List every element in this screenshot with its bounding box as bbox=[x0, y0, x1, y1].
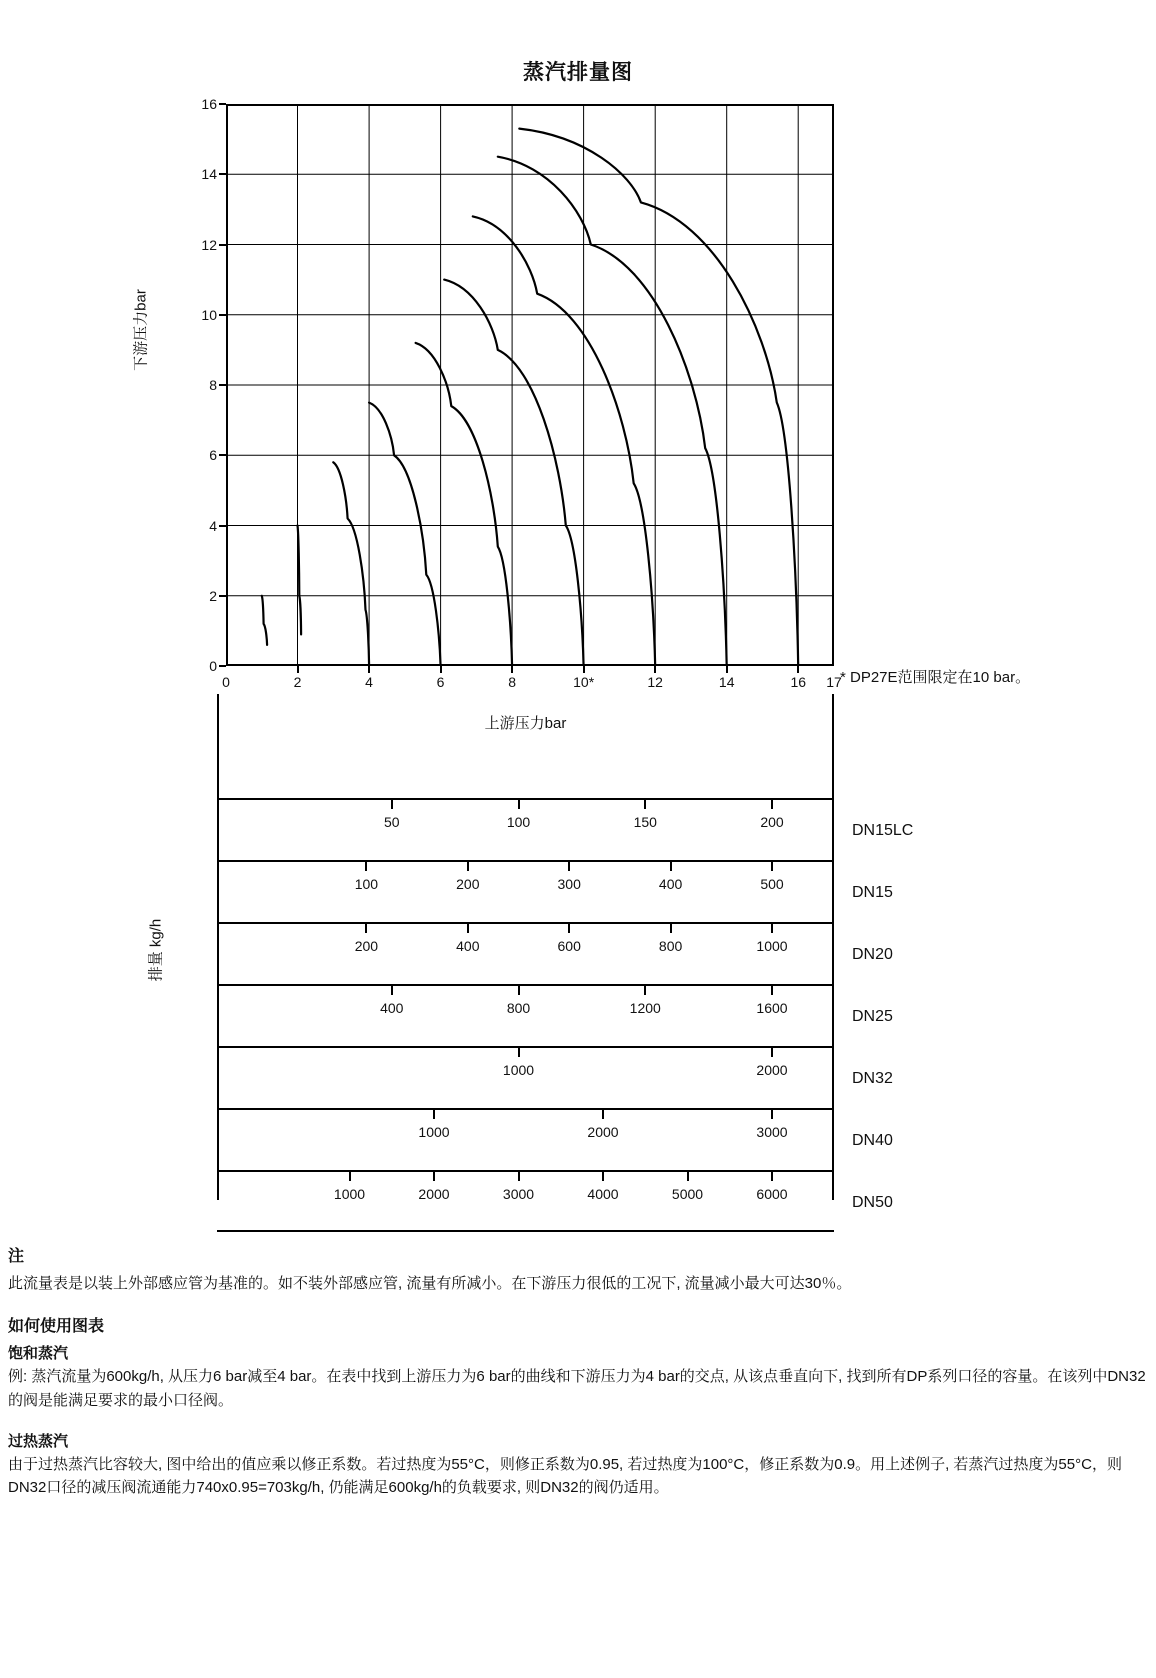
x-tick-label: 2 bbox=[293, 674, 302, 690]
capacity-tick-mark bbox=[771, 986, 773, 995]
capacity-axis-title: 排量 kg/h bbox=[147, 918, 165, 982]
capacity-tick-mark bbox=[644, 800, 646, 809]
capacity-tick-label: 150 bbox=[633, 814, 657, 830]
capacity-scale-row bbox=[217, 984, 893, 1046]
capacity-tick-label: 3000 bbox=[502, 1186, 535, 1202]
capacity-tick-mark bbox=[568, 862, 570, 871]
saturated-body: 例: 蒸汽流量为600kg/h, 从压力6 bar减至4 bar。在表中找到上游压力为6 bar的曲线和下游压力为4 bar的交点, 从该点垂直向下, 找到所有DP系列口径的容量。在该列中DN32的阀是能满足要求的最小口径阀。 bbox=[8, 1368, 1146, 1409]
capacity-tick-mark bbox=[365, 862, 367, 871]
plot-curves bbox=[226, 104, 834, 666]
capacity-tick-mark bbox=[467, 924, 469, 933]
x-tick-label: 17 bbox=[826, 674, 842, 690]
capacity-tick-mark bbox=[518, 1048, 520, 1057]
capacity-tick-mark bbox=[602, 1110, 604, 1119]
y-tick-label: 6 bbox=[209, 447, 217, 464]
notes-section bbox=[8, 1243, 1148, 1517]
capacity-tick-mark bbox=[771, 862, 773, 871]
y-tick-mark bbox=[219, 103, 226, 105]
x-tick-mark bbox=[583, 666, 585, 673]
y-tick-label: 16 bbox=[201, 96, 217, 112]
capacity-tick-mark bbox=[518, 1172, 520, 1181]
y-tick-mark bbox=[219, 173, 226, 175]
capacity-tick-label: 400 bbox=[380, 1000, 404, 1016]
y-tick-label: 8 bbox=[209, 377, 217, 393]
capacity-tick-label: 1000 bbox=[756, 938, 788, 954]
capacity-tick-label: 4000 bbox=[587, 1186, 619, 1202]
chart-plot-area bbox=[201, 96, 842, 690]
capacity-tick-label: 1000 bbox=[333, 1186, 366, 1202]
x-tick-label: 14 bbox=[718, 674, 735, 690]
capacity-tick-mark bbox=[602, 1172, 604, 1181]
capacity-tick-label: 100 bbox=[506, 814, 531, 830]
y-tick-mark bbox=[219, 595, 226, 597]
capacity-tick-label: 500 bbox=[760, 876, 784, 892]
capacity-scale-size-label: DN20 bbox=[852, 946, 893, 963]
y-tick-mark bbox=[219, 665, 226, 667]
capacity-tick-mark bbox=[670, 924, 672, 933]
chart-footnote: * DP27E范围限定在10 bar。 bbox=[840, 669, 1031, 686]
capacity-tick-label: 400 bbox=[658, 876, 683, 892]
capacity-scale-row bbox=[217, 1046, 893, 1108]
capacity-tick-label: 1200 bbox=[629, 1000, 661, 1016]
capacity-tick-label: 200 bbox=[354, 938, 379, 954]
capacity-tick-label: 300 bbox=[557, 876, 581, 892]
notes-body: 此流量表是以装上外部感应管为基准的。如不装外部感应管, 流量有所减小。在下游压力很低的工况下, 流量减小最大可达30％。 bbox=[8, 1275, 852, 1292]
x-tick-mark bbox=[726, 666, 728, 673]
capacity-scale-row bbox=[217, 1170, 893, 1232]
capacity-tick-label: 2000 bbox=[418, 1186, 450, 1202]
y-tick-mark bbox=[219, 384, 226, 386]
x-tick-mark bbox=[797, 666, 799, 673]
capacity-tick-mark bbox=[771, 1172, 773, 1181]
y-tick-label: 12 bbox=[201, 236, 217, 253]
y-tick-label: 14 bbox=[201, 166, 217, 183]
capacity-tick-label: 1600 bbox=[756, 1000, 788, 1016]
capacity-tick-label: 3000 bbox=[756, 1124, 788, 1140]
capacity-tick-label: 200 bbox=[456, 876, 480, 892]
capacity-tick-label: 600 bbox=[557, 938, 581, 954]
capacity-tick-mark bbox=[687, 1172, 689, 1181]
x-tick-mark bbox=[511, 666, 513, 673]
x-axis-title: 上游压力bar bbox=[484, 715, 567, 732]
capacity-tick-mark bbox=[391, 986, 393, 995]
x-tick-label: 0 bbox=[222, 674, 230, 690]
capacity-tick-label: 800 bbox=[506, 1000, 531, 1016]
capacity-tick-mark bbox=[433, 1110, 435, 1119]
capacity-tick-mark bbox=[467, 862, 469, 871]
howto-heading: 如何使用图表 bbox=[8, 1318, 105, 1336]
capacity-tick-label: 50 bbox=[383, 814, 400, 830]
capacity-tick-mark bbox=[518, 986, 520, 995]
capacity-tick-label: 1000 bbox=[502, 1062, 535, 1078]
capacity-tick-mark bbox=[644, 986, 646, 995]
capacity-scale-size-label: DN32 bbox=[852, 1070, 893, 1087]
y-tick-label: 10 bbox=[201, 306, 217, 323]
superheated-body: 由于过热蒸汽比容较大, 图中给出的值应乘以修正系数。若过热度为55°C，则修正系数为0.95, 若过热度为100°C，修正系数为0.9。用上述例子, 若蒸汽过热度为55°C，则DN32口径的减压阀流通能力740x0.95=703kg/h, 仍能满足600kg/h的负载要求, 则DN32的阀仍适用。 bbox=[8, 1455, 1122, 1496]
page-title: 蒸汽排量图 bbox=[523, 61, 633, 84]
capacity-scale-size-label: DN25 bbox=[852, 1008, 893, 1025]
capacity-tick-mark bbox=[568, 924, 570, 933]
capacity-tick-mark bbox=[771, 1110, 773, 1119]
capacity-tick-label: 400 bbox=[456, 938, 480, 954]
capacity-tick-label: 1000 bbox=[418, 1124, 450, 1140]
capacity-tick-mark bbox=[771, 800, 773, 809]
y-tick-mark bbox=[219, 525, 226, 527]
capacity-tick-label: 100 bbox=[354, 876, 379, 892]
y-tick-label: 2 bbox=[209, 587, 217, 604]
x-tick-label: 10* bbox=[573, 674, 595, 690]
capacity-scale-size-label: DN40 bbox=[852, 1132, 893, 1149]
superheated-subheading: 过热蒸汽 bbox=[8, 1432, 69, 1450]
capacity-tick-label: 2000 bbox=[587, 1124, 619, 1140]
x-tick-mark bbox=[440, 666, 442, 673]
y-axis-title: 下游压力bar bbox=[132, 289, 150, 371]
notes-heading: 注 bbox=[8, 1248, 25, 1265]
capacity-tick-label: 2000 bbox=[756, 1062, 788, 1078]
x-tick-label: 6 bbox=[436, 674, 445, 690]
capacity-tick-label: 800 bbox=[658, 938, 683, 954]
x-tick-label: 8 bbox=[508, 674, 517, 690]
x-tick-mark bbox=[297, 666, 299, 673]
capacity-scale-row bbox=[217, 798, 914, 860]
capacity-tick-label: 200 bbox=[760, 814, 784, 830]
y-tick-mark bbox=[219, 454, 226, 456]
capacity-tick-mark bbox=[349, 1172, 351, 1181]
capacity-scale-size-label: DN15 bbox=[852, 884, 893, 901]
capacity-scales bbox=[217, 694, 914, 1211]
capacity-scale-row bbox=[217, 922, 893, 984]
capacity-tick-mark bbox=[518, 800, 520, 809]
x-tick-mark bbox=[654, 666, 656, 673]
y-tick-label: 4 bbox=[209, 517, 217, 534]
capacity-scale-size-label: DN50 bbox=[852, 1194, 893, 1211]
x-tick-mark bbox=[368, 666, 370, 673]
capacity-tick-mark bbox=[365, 924, 367, 933]
x-tick-label: 16 bbox=[790, 674, 807, 690]
capacity-tick-mark bbox=[771, 1048, 773, 1057]
y-tick-mark bbox=[219, 314, 226, 316]
y-tick-label: 0 bbox=[209, 658, 217, 674]
x-tick-label: 12 bbox=[647, 674, 663, 690]
capacity-tick-mark bbox=[433, 1172, 435, 1181]
capacity-tick-mark bbox=[391, 800, 393, 809]
capacity-scale-row bbox=[217, 1108, 893, 1170]
y-tick-mark bbox=[219, 244, 226, 246]
capacity-tick-mark bbox=[771, 924, 773, 933]
capacity-tick-label: 6000 bbox=[756, 1186, 788, 1202]
x-tick-label: 4 bbox=[365, 674, 373, 690]
saturated-subheading: 饱和蒸汽 bbox=[8, 1345, 69, 1363]
capacity-tick-label: 5000 bbox=[671, 1186, 704, 1202]
capacity-tick-mark bbox=[670, 862, 672, 871]
capacity-scale-size-label: DN15LC bbox=[852, 822, 914, 839]
capacity-scale-row bbox=[217, 860, 893, 922]
